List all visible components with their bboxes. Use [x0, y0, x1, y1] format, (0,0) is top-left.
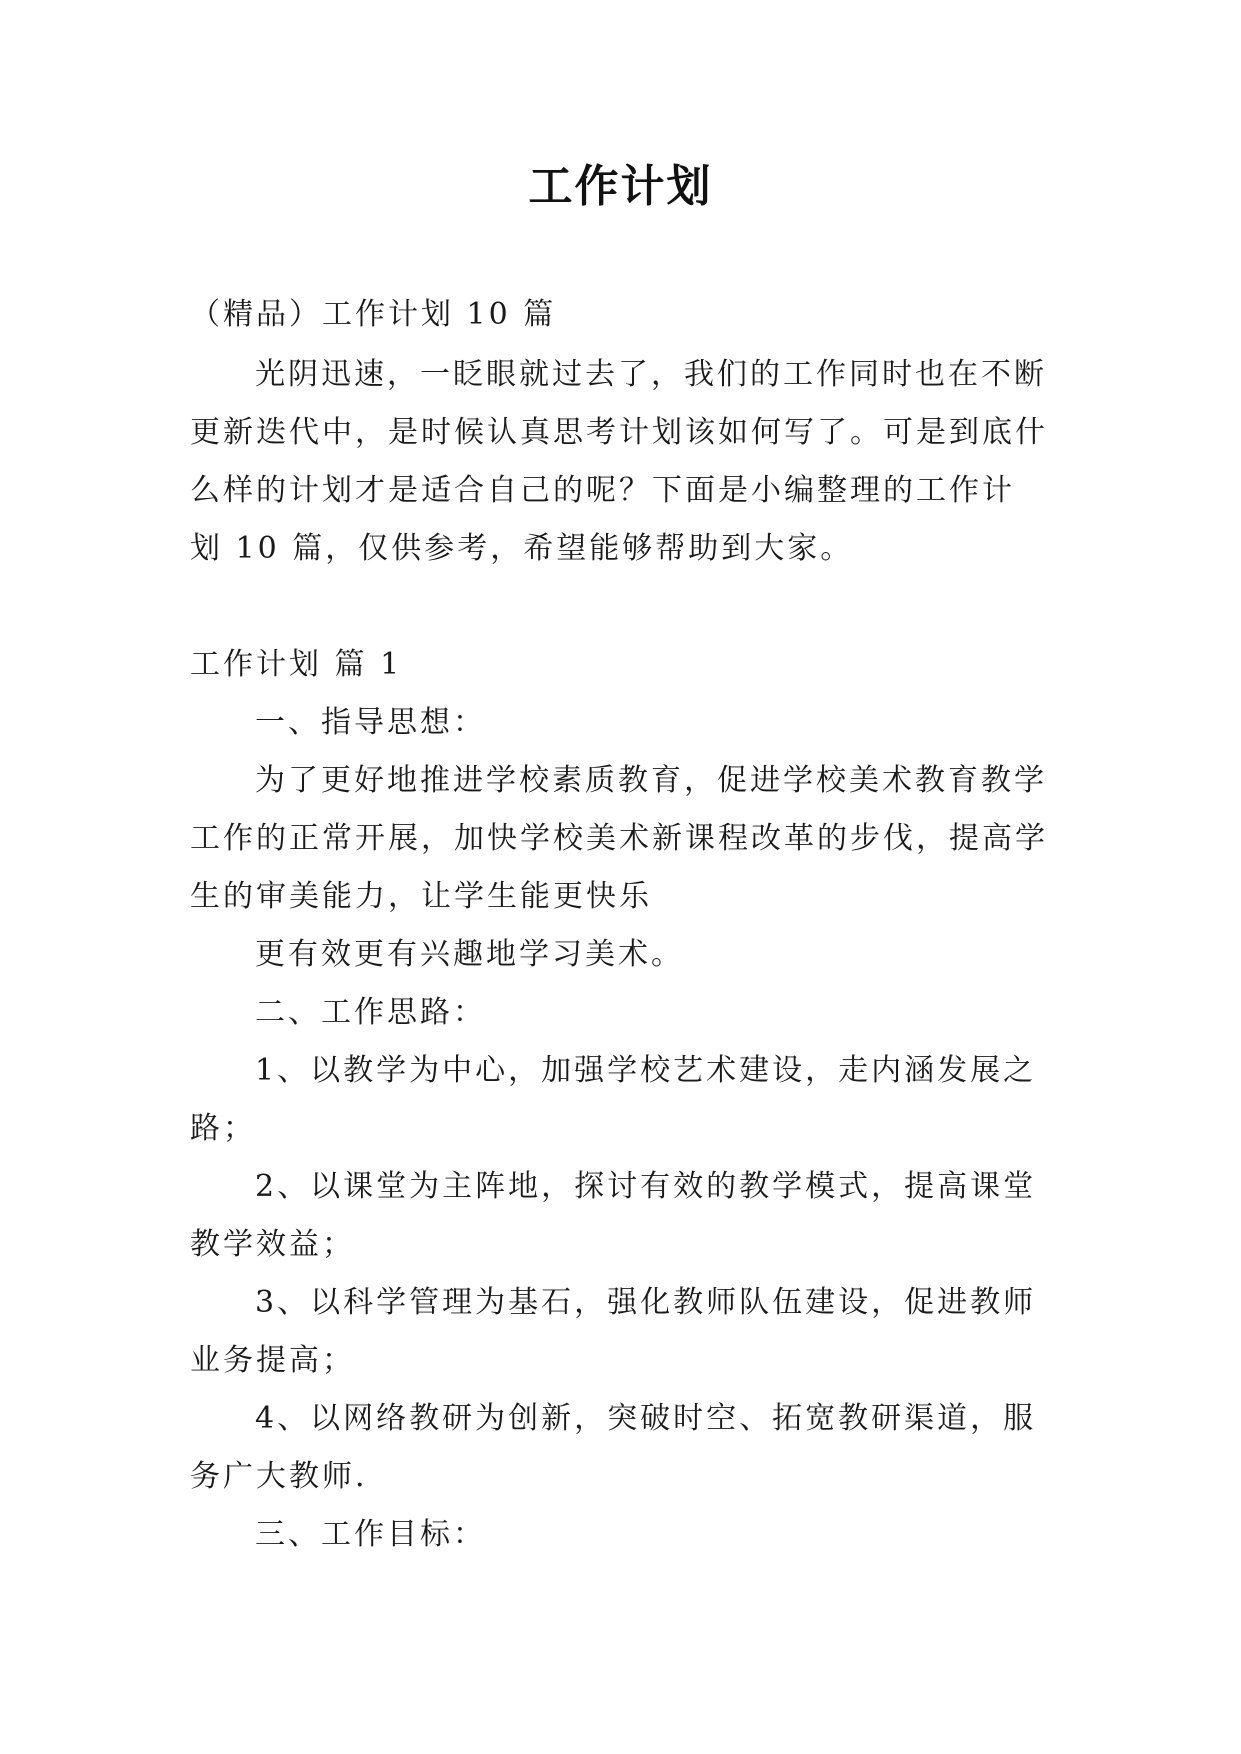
list-item-line: 业务提高； — [190, 1343, 355, 1378]
list-item-line: 务广大教师. — [190, 1459, 368, 1494]
intro-line: 光阴迅速，一眨眼就过去了，我们的工作同时也在不断 — [255, 357, 1047, 392]
heading-work-goals: 三、工作目标： — [255, 1517, 486, 1552]
list-item-line: 教学效益； — [190, 1227, 355, 1262]
intro-line: 划 10 篇，仅供参考，希望能够帮助到大家。 — [190, 531, 854, 566]
list-item-line: 2、以课堂为主阵地，探讨有效的教学模式，提高课堂 — [255, 1169, 1037, 1204]
list-item-line: 1、以教学为中心，加强学校艺术建设，走内涵发展之 — [255, 1053, 1037, 1088]
list-item-line: 路； — [190, 1111, 256, 1146]
intro-line: 更新迭代中，是时候认真思考计划该如何写了。可是到底什 — [190, 415, 1048, 450]
heading-guiding-ideology: 一、指导思想： — [255, 705, 486, 740]
paragraph-line: 为了更好地推进学校素质教育，促进学校美术教育教学 — [255, 763, 1047, 798]
list-item-line: 3、以科学管理为基石，强化教师队伍建设，促进教师 — [255, 1285, 1037, 1320]
subtitle: （精品）工作计划 10 篇 — [190, 297, 557, 332]
paragraph-line: 生的审美能力，让学生能更快乐 — [190, 879, 652, 914]
heading-work-approach: 二、工作思路： — [255, 995, 486, 1030]
section-title: 工作计划 篇 1 — [190, 647, 403, 682]
intro-line: 么样的计划才是适合自己的呢？下面是小编整理的工作计 — [190, 473, 1015, 508]
paragraph-line: 更有效更有兴趣地学习美术。 — [255, 937, 684, 972]
list-item-line: 4、以网络教研为创新，突破时空、拓宽教研渠道，服 — [255, 1401, 1037, 1436]
paragraph-line: 工作的正常开展，加快学校美术新课程改革的步伐，提高学 — [190, 821, 1048, 856]
page-title: 工作计划 — [528, 161, 713, 212]
